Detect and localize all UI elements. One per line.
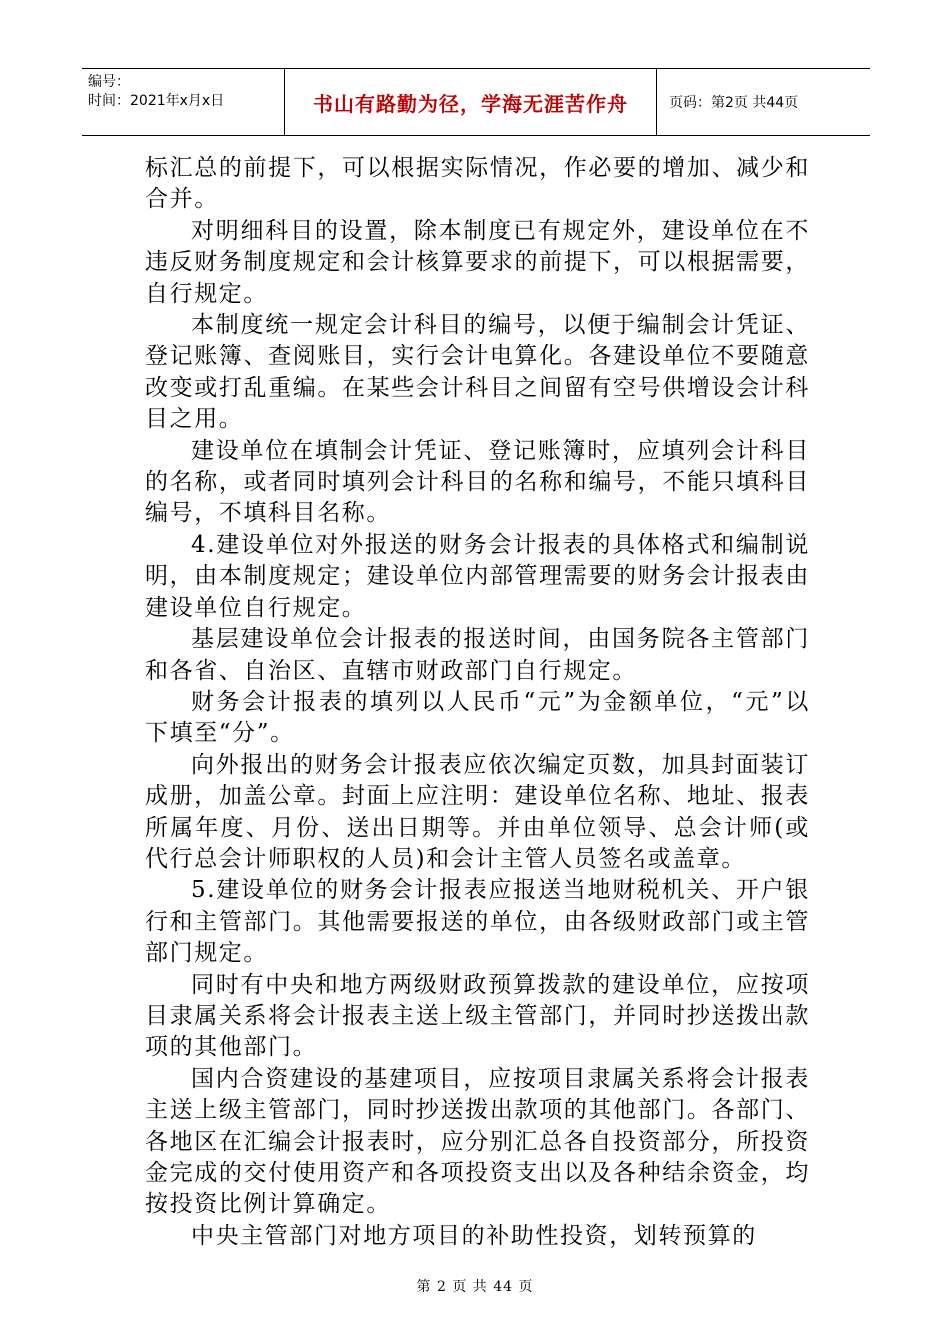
paragraph: 建设单位在填制会计凭证、登记账簿时，应填列会计科目的名称，或者同时填列会计科目的名称和编号，不能只填科目编号，不填科目名称。 xyxy=(145,437,810,527)
header-motto: 书山有路勤为径，学海无涯苦作舟 xyxy=(284,69,657,135)
document-time-label: 时间：2021年x月x日 xyxy=(88,93,225,109)
paragraph: 同时有中央和地方两级财政预算拨款的建设单位，应按项目隶属关系将会计报表主送上级主管部门，并同时抄送拨出款项的其他部门。 xyxy=(145,971,810,1061)
document-header xyxy=(82,68,870,136)
paragraph: 财务会计报表的填列以人民币“元”为金额单位，“元”以下填至“分”。 xyxy=(145,688,810,747)
paragraph: 本制度统一规定会计科目的编号，以便于编制会计凭证、登记账簿、查阅账目，实行会计电算化。各建设单位不要随意改变或打乱重编。在某些会计科目之间留有空号供增设会计科目之用。 xyxy=(145,312,810,433)
paragraph: 国内合资建设的基建项目，应按项目隶属关系将会计报表主送上级主管部门，同时抄送拨出款项的其他部门。各部门、各地区在汇编会计报表时，应分别汇总各自投资部分，所投资金完成的交付使用资产和各项投资支出以及各种结余资金，均按投资比例计算确定。 xyxy=(145,1065,810,1218)
document-number-label: 编号： xyxy=(88,74,130,90)
paragraph: 中央主管部门对地方项目的补助性投资，划转预算的 xyxy=(191,1222,757,1249)
page-footer: 第 2 页 共 44 页 xyxy=(416,1279,534,1295)
header-meta xyxy=(82,69,284,135)
paragraph: 标汇总的前提下，可以根据实际情况，作必要的增加、减少和合并。 xyxy=(145,155,810,213)
paragraph: 基层建设单位会计报表的报送时间，由国务院各主管部门和各省、自治区、直辖市财政部门自行规定。 xyxy=(145,626,810,684)
paragraph: 向外报出的财务会计报表应依次编定页数，加具封面装订成册，加盖公章。封面上应注明：建设单位名称、地址、报表所属年度、月份、送出日期等。并由单位领导、总会计师(或代行总会计师职权的人员)和会计主管人员签名或盖章。 xyxy=(145,751,810,872)
paragraph: 4.建设单位对外报送的财务会计报表的具体格式和编制说明，由本制度规定；建设单位内部管理需要的财务会计报表由建设单位自行规定。 xyxy=(145,531,810,621)
header-page-info: 页码：第2页 共44页 xyxy=(669,95,799,111)
paragraph: 5.建设单位的财务会计报表应报送当地财税机关、开户银行和主管部门。其他需要报送的单位，由各级财政部门或主管部门规定。 xyxy=(145,877,810,967)
document-body xyxy=(145,153,810,1252)
paragraph: 对明细科目的设置，除本制度已有规定外，建设单位在不违反财务制度规定和会计核算要求的前提下，可以根据需要，自行规定。 xyxy=(145,217,810,307)
